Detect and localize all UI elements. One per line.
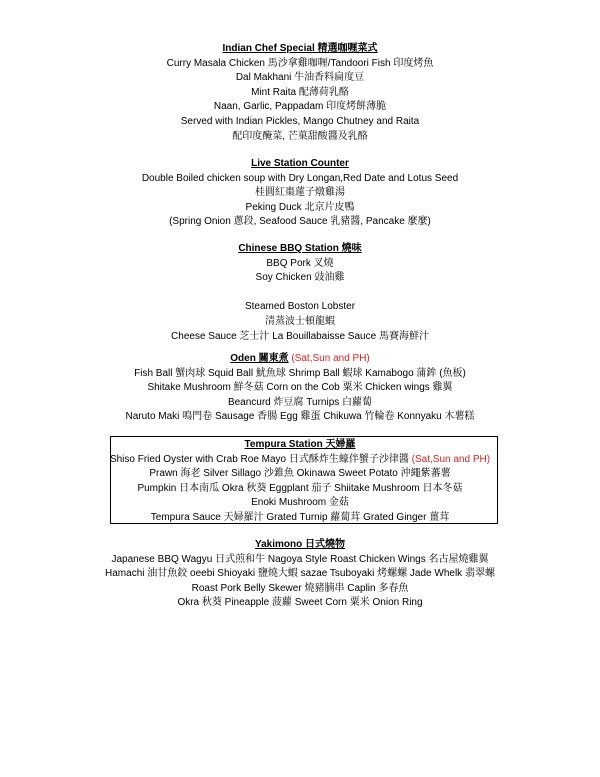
- menu-line: Dal Makhani 牛油香料扁度豆: [235, 72, 365, 84]
- menu-item-text: Shiso Fried Oyster with Crab Roe Mayo 日式酥炸生蠔伴蟹子沙律醬: [109, 453, 409, 465]
- menu-line: Double Boiled chicken soup with Dry Longan,Red Date and Lotus Seed: [141, 172, 459, 184]
- section-live-station: [0, 157, 600, 230]
- menu-line: Enoki Mushroom 金菇: [251, 497, 349, 509]
- section-indian: [0, 42, 600, 144]
- menu-line: [0, 453, 600, 468]
- menu-line: 清蒸波士頓龍蝦: [265, 315, 335, 327]
- section-tempura: [0, 438, 600, 526]
- section-title: Live Station Counter: [251, 158, 349, 169]
- menu-line: Naruto Maki 鳴門卷 Sausage 香腸 Egg 雞蛋 Chikuwa 竹輪卷 Konnyaku 木薯糕: [125, 411, 475, 423]
- menu-line: Tempura Sauce 天婦羅汁 Grated Turnip 蘿蔔茸 Grated Ginger 薑茸: [150, 511, 450, 523]
- section-title: Oden 關東煮: [230, 353, 289, 364]
- menu-line: BBQ Pork 叉燒: [266, 257, 334, 269]
- menu-line: Served with Indian Pickles, Mango Chutney and Raita: [180, 115, 420, 127]
- menu-line: Cheese Sauce 芝士汁 La Bouillabaisse Sauce 馬賽海鮮汁: [171, 330, 429, 342]
- menu-line: Mint Raita 配薄荷乳酪: [251, 86, 349, 98]
- section-title: Chinese BBQ Station 燒味: [238, 243, 362, 254]
- menu-line: Japanese BBQ Wagyu 日式煎和牛 Nagoya Style Roast Chicken Wings 名古屋燒雞翼: [111, 553, 489, 565]
- menu-line: Fish Ball 蟹肉球 Squid Ball 魷魚球 Shrimp Ball 蝦球 Kamabogo 蒲鉾 (魚板): [134, 367, 466, 379]
- availability-note: (Sat,Sun and PH): [291, 353, 370, 364]
- menu-line: Curry Masala Chicken 馬沙拿雞咖喱/Tandoori Fish 印度烤魚: [166, 57, 434, 69]
- menu-line: Hamachi 油甘魚鉸 oeebi Shioyaki 鹽燒大蝦 sazae Tsuboyaki 烤螺螺 Jade Whelk 翡翠螺: [105, 568, 495, 580]
- menu-line: Prawn 海老 Silver Sillago 沙錐魚 Okinawa Sweet Potato 沖繩紫蕃薯: [149, 468, 451, 480]
- section-title: Tempura Station 天婦羅: [244, 439, 356, 450]
- section-title: Indian Chef Special 精選咖喱菜式: [222, 43, 378, 54]
- section-oden: [0, 352, 600, 425]
- section-title-row: [0, 352, 600, 367]
- menu-line: Roast Pork Belly Skewer 燒豬腩串 Caplin 多春魚: [191, 582, 409, 594]
- section-yakimono: [0, 538, 600, 611]
- section-chinese-bbq: [0, 242, 600, 344]
- menu-line: Beancurd 炸豆腐 Turnips 白蘿蔔: [227, 396, 373, 408]
- section-title: Yakimono 日式燒物: [254, 539, 345, 550]
- menu-line: 桂圓紅棗蓮子燉雞湯: [255, 187, 345, 199]
- menu-line: Pumpkin 日本南瓜 Okra 秋葵 Eggplant 茄子 Shiitake Mushroom 日本冬菇: [137, 482, 463, 494]
- menu-line: (Spring Onion 蔥段, Seafood Sauce 乳豬醬, Pancake 麼麼): [169, 216, 431, 228]
- menu-line: 配印度醃菜, 芒菓甜酸醬及乳酪: [232, 130, 368, 142]
- menu-line: Naan, Garlic, Pappadam 印度烤餅薄脆: [213, 101, 387, 113]
- menu-line: Peking Duck 北京片皮鴨: [245, 201, 355, 213]
- menu-line: Okra 秋葵 Pineapple 菠蘿 Sweet Corn 粟米 Onion Ring: [177, 597, 423, 609]
- availability-note: (Sat,Sun and PH): [411, 453, 491, 465]
- menu-line: Shitake Mushroom 鮮冬菇 Corn on the Cob 粟米 Chicken wings 雞翼: [147, 382, 453, 394]
- menu-line: Steamed Boston Lobster: [244, 301, 356, 313]
- menu-line: Soy Chicken 豉油雞: [255, 272, 345, 284]
